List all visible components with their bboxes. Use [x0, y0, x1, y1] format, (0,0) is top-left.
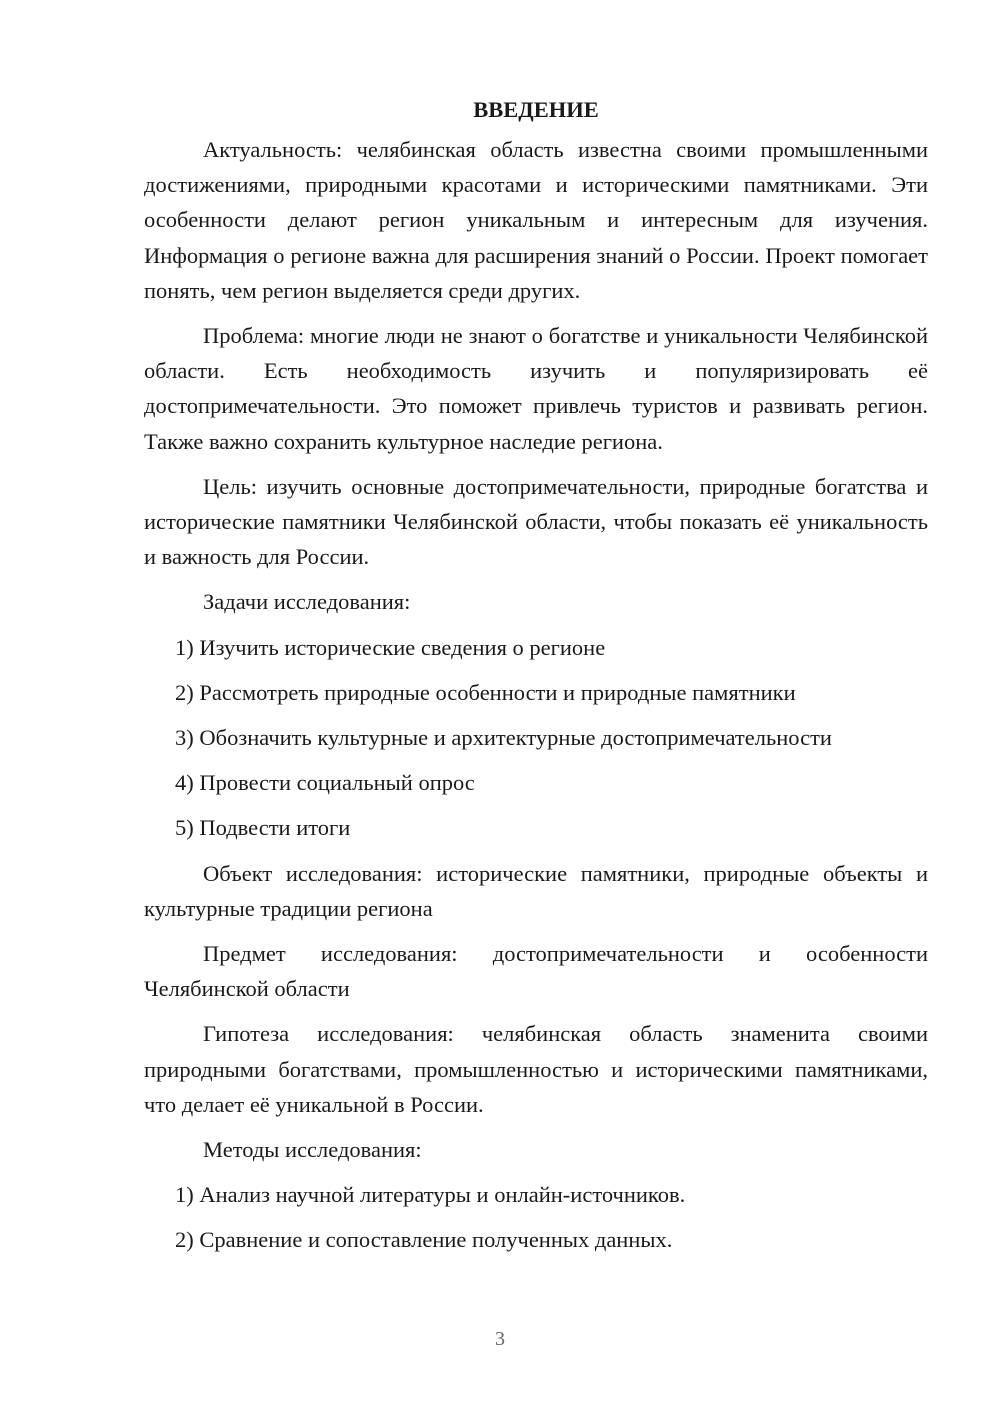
methods-heading: Методы исследования: — [203, 1137, 422, 1163]
object-paragraph: Объект исследования: исторические памятники, природные объекты и культурные традиции региона — [144, 860, 928, 921]
tasks-heading: Задачи исследования: — [203, 589, 411, 615]
page-number: 3 — [495, 1328, 505, 1350]
goal-paragraph: Цель: изучить основные достопримечательности, природные богатства и исторические памятники Челябинской области, чтобы показать её уникальность и важность для России. — [144, 473, 928, 570]
task-item: 5) Подвести итоги — [175, 815, 351, 841]
task-item: 2) Рассмотреть природные особенности и природные памятники — [175, 679, 796, 705]
hypothesis-paragraph: Гипотеза исследования: челябинская область знаменита своими природными богатствами, промышленностью и историческими памятниками, что делает её уникальной в России. — [144, 1021, 928, 1117]
method-item: 2) Сравнение и сопоставление полученных данных. — [175, 1227, 673, 1253]
task-item: 4) Провести социальный опрос — [175, 770, 475, 796]
problem-paragraph: Проблема: многие люди не знают о богатстве и уникальности Челябинской области. Есть необходимость изучить и популяризировать её достопримечательности. Это поможет привлечь туристов и развивать регион. Также важно сохранить культурное наследие региона. — [144, 323, 928, 454]
task-item: 1) Изучить исторические сведения о регионе — [175, 634, 606, 660]
document-title: ВВЕДЕНИЕ — [473, 97, 599, 122]
subject-paragraph: Предмет исследования: достопримечательности и особенности Челябинской области — [144, 941, 928, 1002]
relevance-paragraph: Актуальность: челябинская область известна своими промышленными достижениями, природными красотами и историческими памятниками. Эти особенности делают регион уникальным и интересным для изучения. Информация о регионе важна для расширения знаний о России. Проект помогает понять, чем регион выделяется среди других. — [144, 137, 928, 303]
document-page — [144, 92, 928, 1268]
method-item: 1) Анализ научной литературы и онлайн-источников. — [175, 1182, 686, 1208]
task-item: 3) Обозначить культурные и архитектурные достопримечательности — [175, 725, 832, 751]
